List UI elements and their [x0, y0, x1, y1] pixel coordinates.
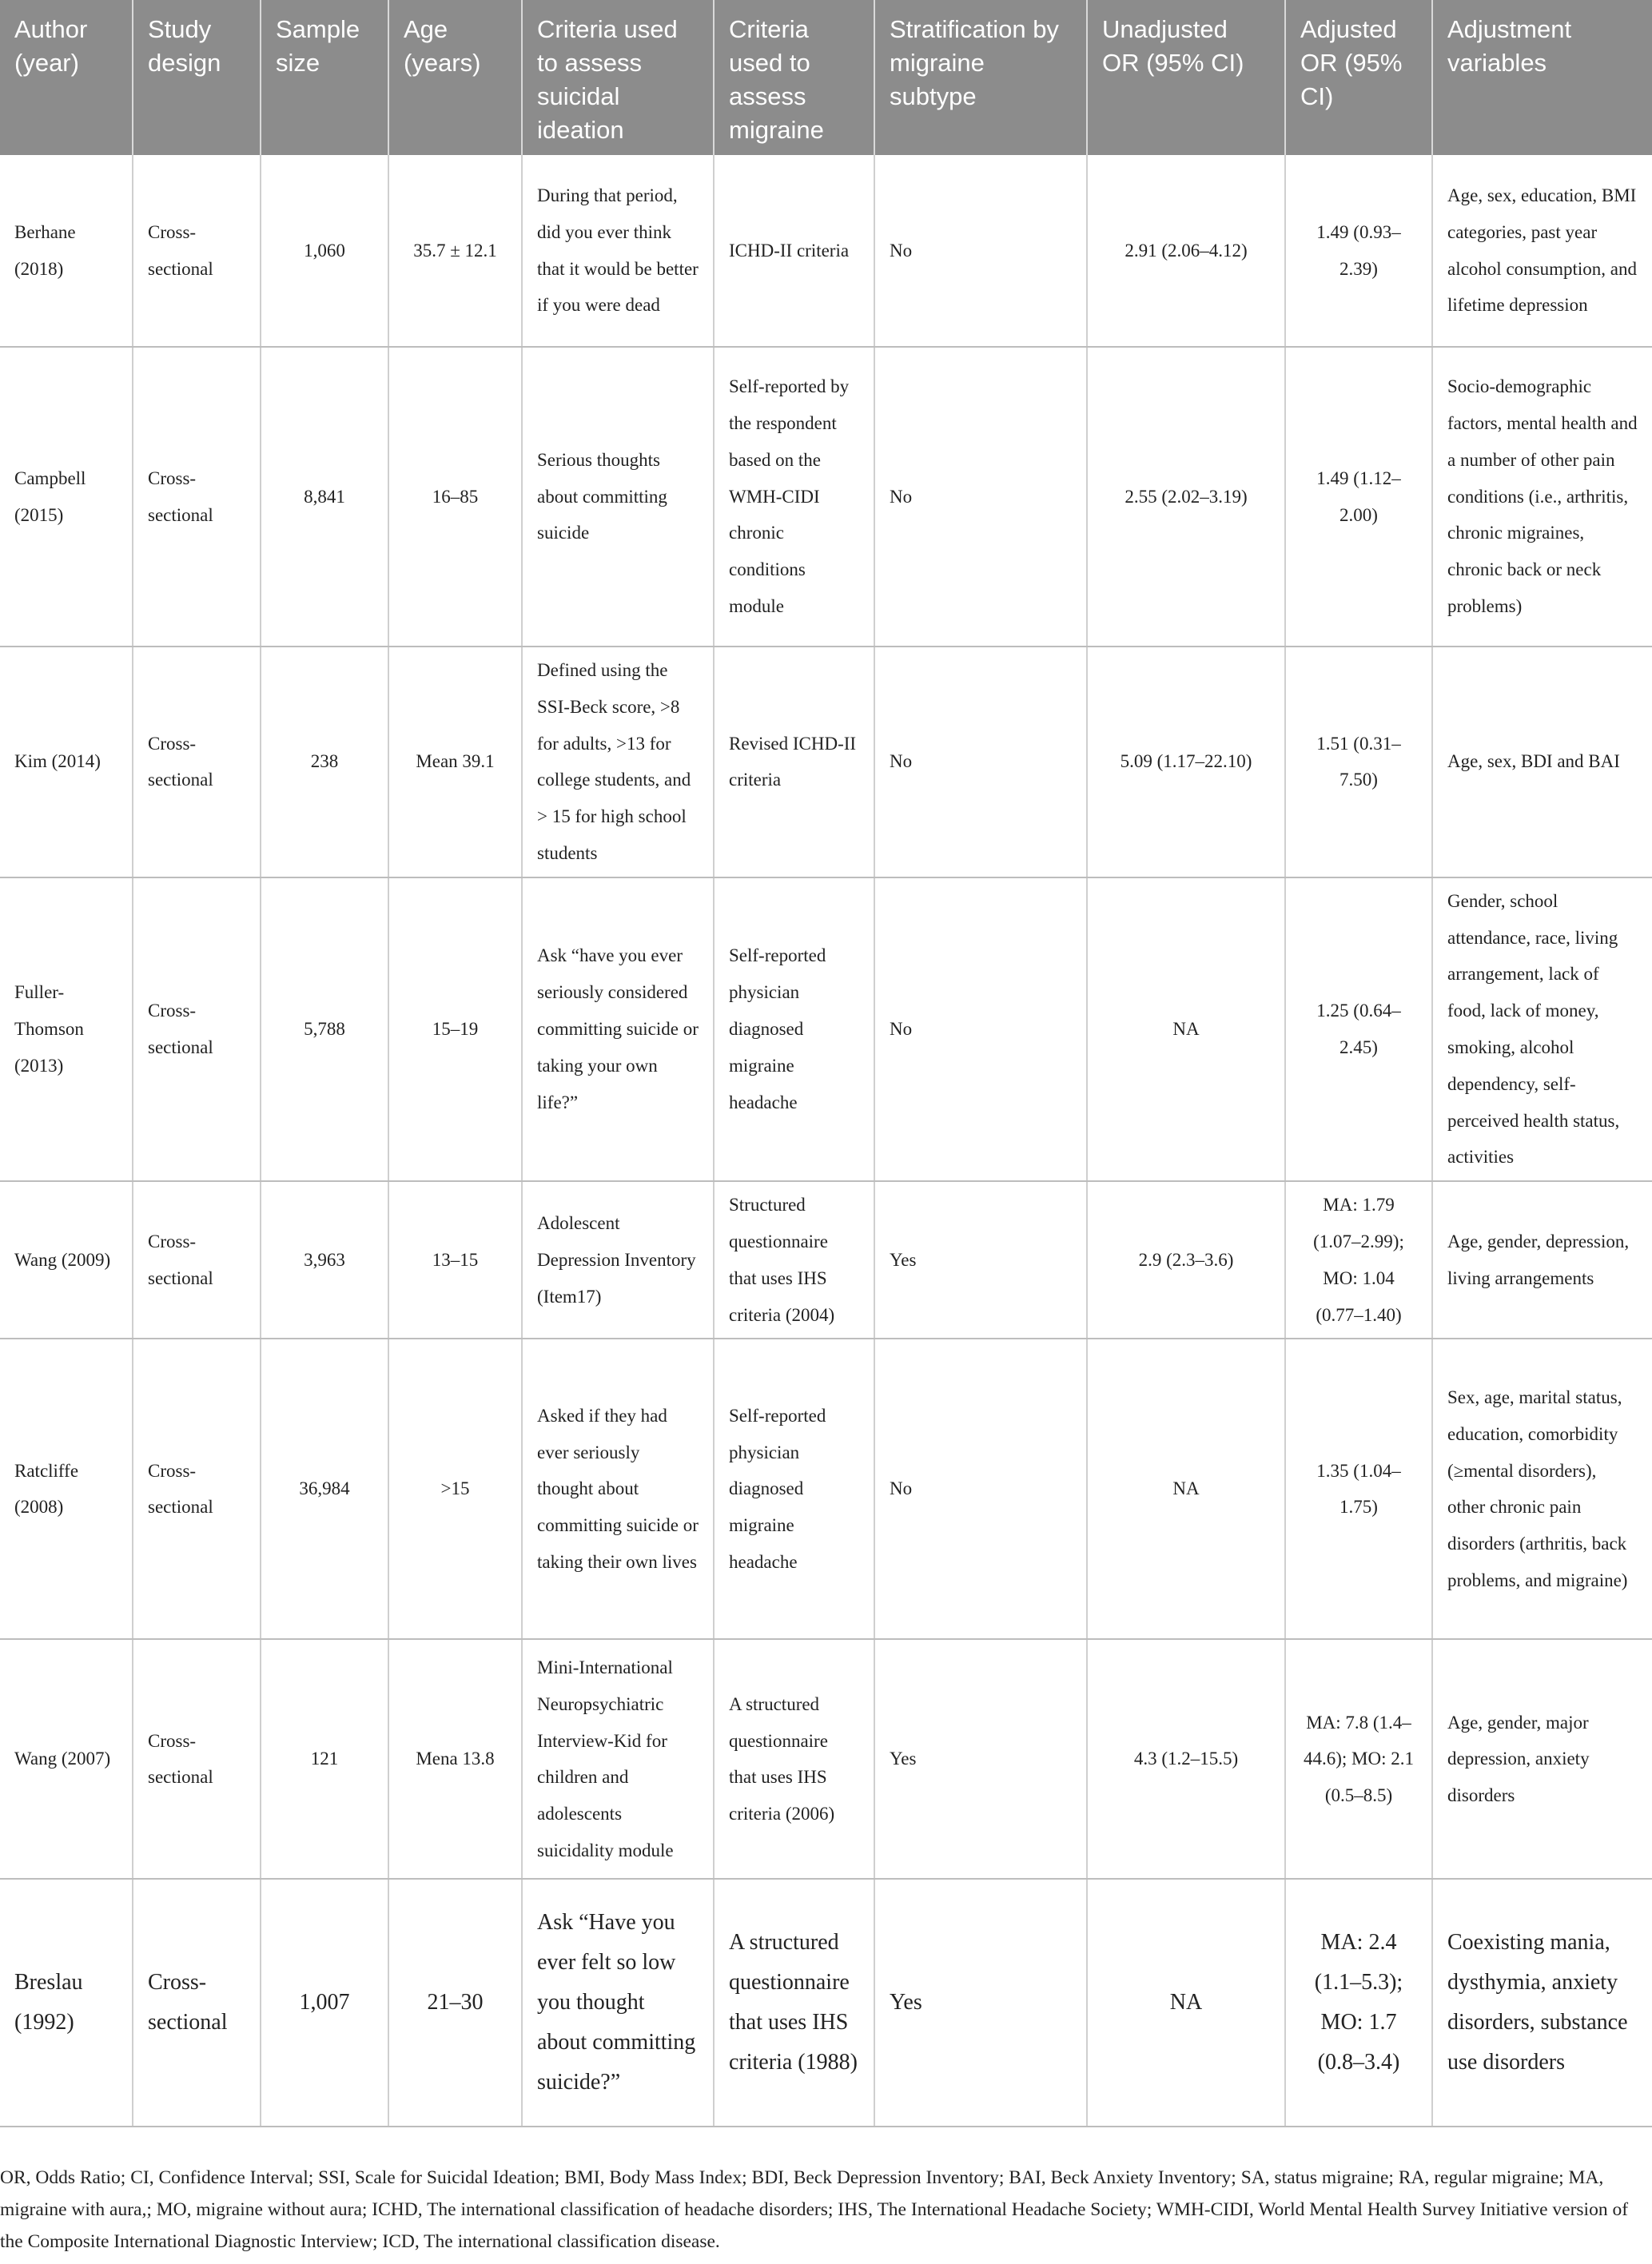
cell-age: 16–85: [388, 347, 522, 647]
cell-variables: Age, sex, education, BMI categories, past year alcohol consumption, and lifetime depression: [1432, 155, 1652, 347]
cell-sample: 121: [261, 1639, 388, 1879]
cell-design: Cross-sectional: [133, 877, 261, 1181]
cell-design: Cross-sectional: [133, 647, 261, 877]
cell-sample: 36,984: [261, 1339, 388, 1639]
cell-suicidal-criteria: Serious thoughts about committing suicide: [522, 347, 714, 647]
table-footnote: OR, Odds Ratio; CI, Confidence Interval; SSI, Scale for Suicidal Ideation; BMI, Body Mass Index; BDI, Beck Depression Inventory; BAI, Beck Anxiety Inventory; SA, status migraine; RA, regular migraine; MA, migraine with aura,; MO, migraine without aura; ICHD, The international classification of headache disorders; IHS, The International Headache Society; WMH-CIDI, World Mental Health Survey Initiative version of the Composite International Diagnostic Interview; ICD, The international classification disease.: [0, 2167, 1629, 2252]
cell-design: Cross-sectional: [133, 1339, 261, 1639]
cell-unadjusted: 4.3 (1.2–15.5): [1087, 1639, 1285, 1879]
cell-author: Ratcliffe (2008): [0, 1339, 133, 1639]
table-row: [0, 877, 1652, 1181]
cell-author: Wang (2009): [0, 1181, 133, 1339]
cell-variables: Age, gender, depression, living arrangements: [1432, 1181, 1652, 1339]
cell-unadjusted: 2.9 (2.3–3.6): [1087, 1181, 1285, 1339]
cell-suicidal-criteria: During that period, did you ever think that it would be better if you were dead: [522, 155, 714, 347]
cell-stratification: No: [874, 1339, 1087, 1639]
cell-variables: Coexisting mania, dysthymia, anxiety disorders, substance use disorders: [1432, 1879, 1652, 2127]
cell-age: 15–19: [388, 877, 522, 1181]
table-row: [0, 1181, 1652, 1339]
cell-design: Cross-sectional: [133, 1639, 261, 1879]
cell-stratification: No: [874, 347, 1087, 647]
cell-sample: 8,841: [261, 347, 388, 647]
cell-migraine-criteria: ICHD-II criteria: [714, 155, 874, 347]
cell-adjusted: MA: 2.4 (1.1–5.3); MO: 1.7 (0.8–3.4): [1285, 1879, 1432, 2127]
header-variables: Adjustment variables: [1432, 0, 1652, 155]
header-suicidal-criteria: Criteria used to assess suicidal ideation: [522, 0, 714, 155]
cell-stratification: Yes: [874, 1181, 1087, 1339]
cell-migraine-criteria: A structured questionnaire that uses IHS criteria (2006): [714, 1639, 874, 1879]
cell-age: >15: [388, 1339, 522, 1639]
header-adjusted: Adjusted OR (95% CI): [1285, 0, 1432, 155]
cell-author: Wang (2007): [0, 1639, 133, 1879]
cell-author: Berhane (2018): [0, 155, 133, 347]
cell-adjusted: 1.49 (1.12–2.00): [1285, 347, 1432, 647]
cell-suicidal-criteria: Ask “Have you ever felt so low you thought about committing suicide?”: [522, 1879, 714, 2127]
cell-stratification: No: [874, 647, 1087, 877]
cell-migraine-criteria: Self-reported by the respondent based on the WMH-CIDI chronic conditions module: [714, 347, 874, 647]
cell-adjusted: 1.25 (0.64–2.45): [1285, 877, 1432, 1181]
cell-migraine-criteria: Self-reported physician diagnosed migraine headache: [714, 877, 874, 1181]
cell-variables: Socio-demographic factors, mental health and a number of other pain conditions (i.e., arthritis, chronic migraines, chronic back or neck problems): [1432, 347, 1652, 647]
cell-suicidal-criteria: Ask “have you ever seriously considered committing suicide or taking your own life?”: [522, 877, 714, 1181]
cell-design: Cross-sectional: [133, 1879, 261, 2127]
cell-sample: 238: [261, 647, 388, 877]
cell-variables: Age, sex, BDI and BAI: [1432, 647, 1652, 877]
cell-unadjusted: NA: [1087, 1879, 1285, 2127]
cell-unadjusted: NA: [1087, 877, 1285, 1181]
cell-adjusted: 1.35 (1.04–1.75): [1285, 1339, 1432, 1639]
cell-unadjusted: 2.55 (2.02–3.19): [1087, 347, 1285, 647]
cell-suicidal-criteria: Defined using the SSI-Beck score, >8 for adults, >13 for college students, and > 15 for high school students: [522, 647, 714, 877]
cell-stratification: Yes: [874, 1879, 1087, 2127]
cell-sample: 1,007: [261, 1879, 388, 2127]
cell-variables: Age, gender, major depression, anxiety disorders: [1432, 1639, 1652, 1879]
table-row: [0, 1339, 1652, 1639]
cell-sample: 1,060: [261, 155, 388, 347]
table-row: [0, 647, 1652, 877]
header-row: [0, 0, 1652, 155]
cell-design: Cross-sectional: [133, 347, 261, 647]
table-row: [0, 155, 1652, 347]
cell-adjusted: 1.51 (0.31–7.50): [1285, 647, 1432, 877]
header-age: Age (years): [388, 0, 522, 155]
cell-design: Cross-sectional: [133, 1181, 261, 1339]
cell-adjusted: MA: 1.79 (1.07–2.99); MO: 1.04 (0.77–1.40): [1285, 1181, 1432, 1339]
cell-sample: 5,788: [261, 877, 388, 1181]
cell-age: 35.7 ± 12.1: [388, 155, 522, 347]
header-unadjusted: Unadjusted OR (95% CI): [1087, 0, 1285, 155]
cell-adjusted: 1.49 (0.93–2.39): [1285, 155, 1432, 347]
header-sample: Sample size: [261, 0, 388, 155]
cell-author: Campbell (2015): [0, 347, 133, 647]
cell-design: Cross-sectional: [133, 155, 261, 347]
cell-variables: Sex, age, marital status, education, comorbidity (≥mental disorders), other chronic pain disorders (arthritis, back problems, and migraine): [1432, 1339, 1652, 1639]
cell-unadjusted: 5.09 (1.17–22.10): [1087, 647, 1285, 877]
cell-migraine-criteria: Self-reported physician diagnosed migraine headache: [714, 1339, 874, 1639]
cell-migraine-criteria: A structured questionnaire that uses IHS criteria (1988): [714, 1879, 874, 2127]
cell-migraine-criteria: Structured questionnaire that uses IHS criteria (2004): [714, 1181, 874, 1339]
cell-age: 21–30: [388, 1879, 522, 2127]
cell-migraine-criteria: Revised ICHD-II criteria: [714, 647, 874, 877]
cell-stratification: No: [874, 877, 1087, 1181]
cell-age: Mena 13.8: [388, 1639, 522, 1879]
table-row: [0, 1639, 1652, 1879]
cell-unadjusted: 2.91 (2.06–4.12): [1087, 155, 1285, 347]
header-stratification: Stratification by migraine subtype: [874, 0, 1087, 155]
cell-sample: 3,963: [261, 1181, 388, 1339]
cell-age: 13–15: [388, 1181, 522, 1339]
header-migraine-criteria: Criteria used to assess migraine: [714, 0, 874, 155]
cell-unadjusted: NA: [1087, 1339, 1285, 1639]
cell-author: Breslau (1992): [0, 1879, 133, 2127]
cell-stratification: No: [874, 155, 1087, 347]
cell-suicidal-criteria: Asked if they had ever seriously thought about committing suicide or taking their own lives: [522, 1339, 714, 1639]
cell-suicidal-criteria: Adolescent Depression Inventory (Item17): [522, 1181, 714, 1339]
cell-age: Mean 39.1: [388, 647, 522, 877]
cell-suicidal-criteria: Mini-International Neuropsychiatric Interview-Kid for children and adolescents suicidality module: [522, 1639, 714, 1879]
cell-variables: Gender, school attendance, race, living arrangement, lack of food, lack of money, smoking, alcohol dependency, self-perceived health status, activities: [1432, 877, 1652, 1181]
header-author: Author (year): [0, 0, 133, 155]
table-row: [0, 1879, 1652, 2127]
cell-stratification: Yes: [874, 1639, 1087, 1879]
header-design: Study design: [133, 0, 261, 155]
table-row: [0, 347, 1652, 647]
cell-author: Fuller-Thomson (2013): [0, 877, 133, 1181]
cell-author: Kim (2014): [0, 647, 133, 877]
cell-adjusted: MA: 7.8 (1.4–44.6); MO: 2.1 (0.5–8.5): [1285, 1639, 1432, 1879]
